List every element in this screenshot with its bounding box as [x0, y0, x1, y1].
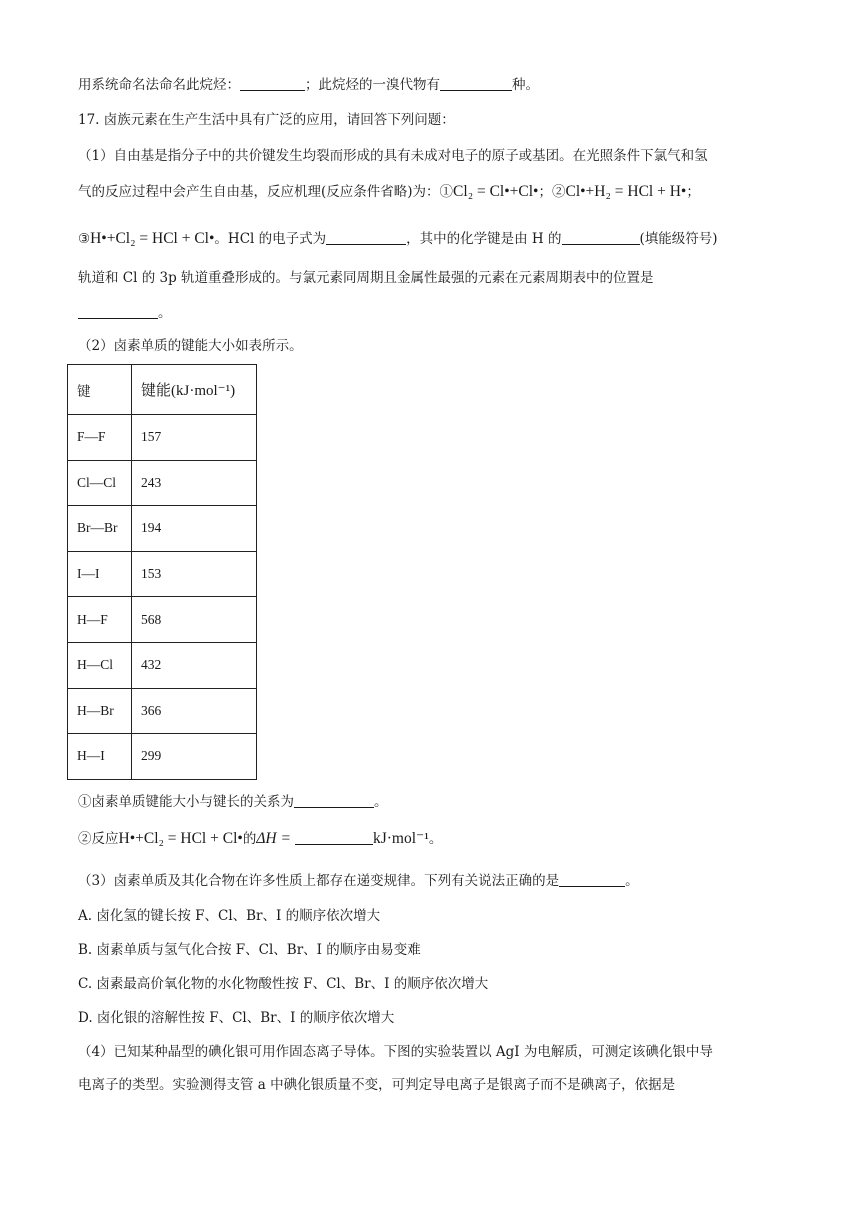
- text: ；: [686, 184, 700, 200]
- option-a[interactable]: A. 卤化氢的键长按 F、Cl、Br、I 的顺序依次增大: [78, 908, 381, 924]
- bond-cell: H—Cl: [68, 642, 132, 688]
- text: 。: [374, 794, 388, 810]
- table-row: [68, 460, 257, 506]
- header-cell: 键能(kJ·mol⁻¹): [132, 365, 257, 415]
- answer-blank[interactable]: [440, 76, 512, 91]
- bond-cell: Br—Br: [68, 506, 132, 552]
- energy-cell: 299: [132, 734, 257, 780]
- table-row: [68, 551, 257, 597]
- bond-energy-table: [67, 364, 257, 780]
- naming-question-line: [78, 73, 539, 93]
- energy-cell: 432: [132, 642, 257, 688]
- bond-cell: H—I: [68, 734, 132, 780]
- part4-line1: （4）已知某种晶型的碘化银可用作固态离子导体。下图的实验装置以 AgI 为电解质，可测定该碘化银中导: [78, 1044, 713, 1060]
- delta-h: ΔH =: [256, 830, 291, 847]
- part4-line2: 电离子的类型。实验测得支管 a 中碘化银质量不变，可判定导电离子是银离子而不是碘离子，依据是: [78, 1077, 676, 1093]
- table-row: [68, 506, 257, 552]
- part2-question2: [78, 827, 442, 848]
- table-row: [68, 734, 257, 780]
- text: 。HCl 的电子式为: [214, 231, 327, 247]
- energy-cell: 153: [132, 551, 257, 597]
- table-row: [68, 688, 257, 734]
- energy-cell: 194: [132, 506, 257, 552]
- part1-line3: [78, 227, 718, 248]
- text: 用系统命名法命名此烷烃：: [78, 77, 240, 93]
- text: 气的反应过程中会产生自由基，反应机理(反应条件省略)为：①: [78, 184, 454, 200]
- text: 。: [158, 305, 172, 321]
- bond-cell: Cl—Cl: [68, 460, 132, 506]
- answer-blank[interactable]: [78, 304, 158, 319]
- unit: kJ·mol⁻¹: [372, 830, 429, 847]
- part1-line4: 轨道和 Cl 的 3p 轨道重叠形成的。与氯元素同周期且金属性最强的元素在元素周期表中的位置是: [78, 270, 654, 286]
- text: ③: [78, 231, 91, 247]
- equation-3: H•+Cl₂ = HCl + Cl•: [90, 230, 215, 247]
- text: 。: [625, 873, 639, 889]
- part2-intro: （2）卤素单质的键能大小如表所示。: [78, 338, 303, 354]
- option-c[interactable]: C. 卤素最高价氧化物的水化物酸性按 F、Cl、Br、I 的顺序依次增大: [78, 976, 489, 992]
- table-row: [68, 415, 257, 461]
- energy-cell: 366: [132, 688, 257, 734]
- energy-cell: 568: [132, 597, 257, 643]
- part1-line1: （1）自由基是指分子中的共价键发生均裂而形成的具有未成对电子的原子或基团。在光照条件下氯气和氢: [78, 148, 708, 164]
- header-cell: 键: [68, 365, 132, 415]
- answer-blank[interactable]: [240, 76, 305, 91]
- bond-cell: I—I: [68, 551, 132, 597]
- text: ；②: [538, 184, 566, 200]
- part1-line5: [78, 301, 172, 321]
- text: ，其中的化学键是由 H 的: [406, 231, 562, 247]
- equation-2: Cl•+H₂ = HCl + H•: [565, 183, 687, 200]
- text: 。: [428, 831, 443, 847]
- part2-question1: [78, 790, 388, 810]
- text: （3）卤素单质及其化合物在许多性质上都存在递变规律。下列有关说法正确的是: [78, 873, 560, 889]
- question-17-stem: 17. 卤族元素在生产生活中具有广泛的应用，请回答下列问题：: [78, 112, 455, 128]
- energy-cell: 243: [132, 460, 257, 506]
- part3-stem: [78, 869, 639, 889]
- text: ②反应: [78, 831, 119, 847]
- text: 的: [242, 831, 257, 847]
- bond-cell: H—Br: [68, 688, 132, 734]
- table-row: [68, 597, 257, 643]
- answer-blank[interactable]: [326, 230, 406, 245]
- equation-1: Cl₂ = Cl•+Cl•: [453, 183, 539, 200]
- equation-4: H•+Cl₂ = HCl + Cl•: [118, 830, 243, 847]
- table-row: [68, 642, 257, 688]
- option-d[interactable]: D. 卤化银的溶解性按 F、Cl、Br、I 的顺序依次增大: [78, 1010, 395, 1026]
- answer-blank[interactable]: [294, 793, 374, 808]
- text: (填能级符号): [639, 231, 718, 247]
- table-header-row: [68, 365, 257, 415]
- text: 种。: [512, 77, 539, 93]
- text: ①卤素单质键能大小与键长的关系为: [78, 794, 294, 810]
- option-b[interactable]: B. 卤素单质与氢气化合按 F、Cl、Br、I 的顺序由易变难: [78, 942, 421, 958]
- energy-cell: 157: [132, 415, 257, 461]
- answer-blank[interactable]: [562, 230, 640, 245]
- answer-blank[interactable]: [559, 872, 625, 887]
- bond-cell: F—F: [68, 415, 132, 461]
- answer-blank[interactable]: [295, 830, 373, 845]
- part1-line2: [78, 180, 700, 201]
- text: ；此烷烃的一溴代物有: [305, 77, 440, 93]
- bond-cell: H—F: [68, 597, 132, 643]
